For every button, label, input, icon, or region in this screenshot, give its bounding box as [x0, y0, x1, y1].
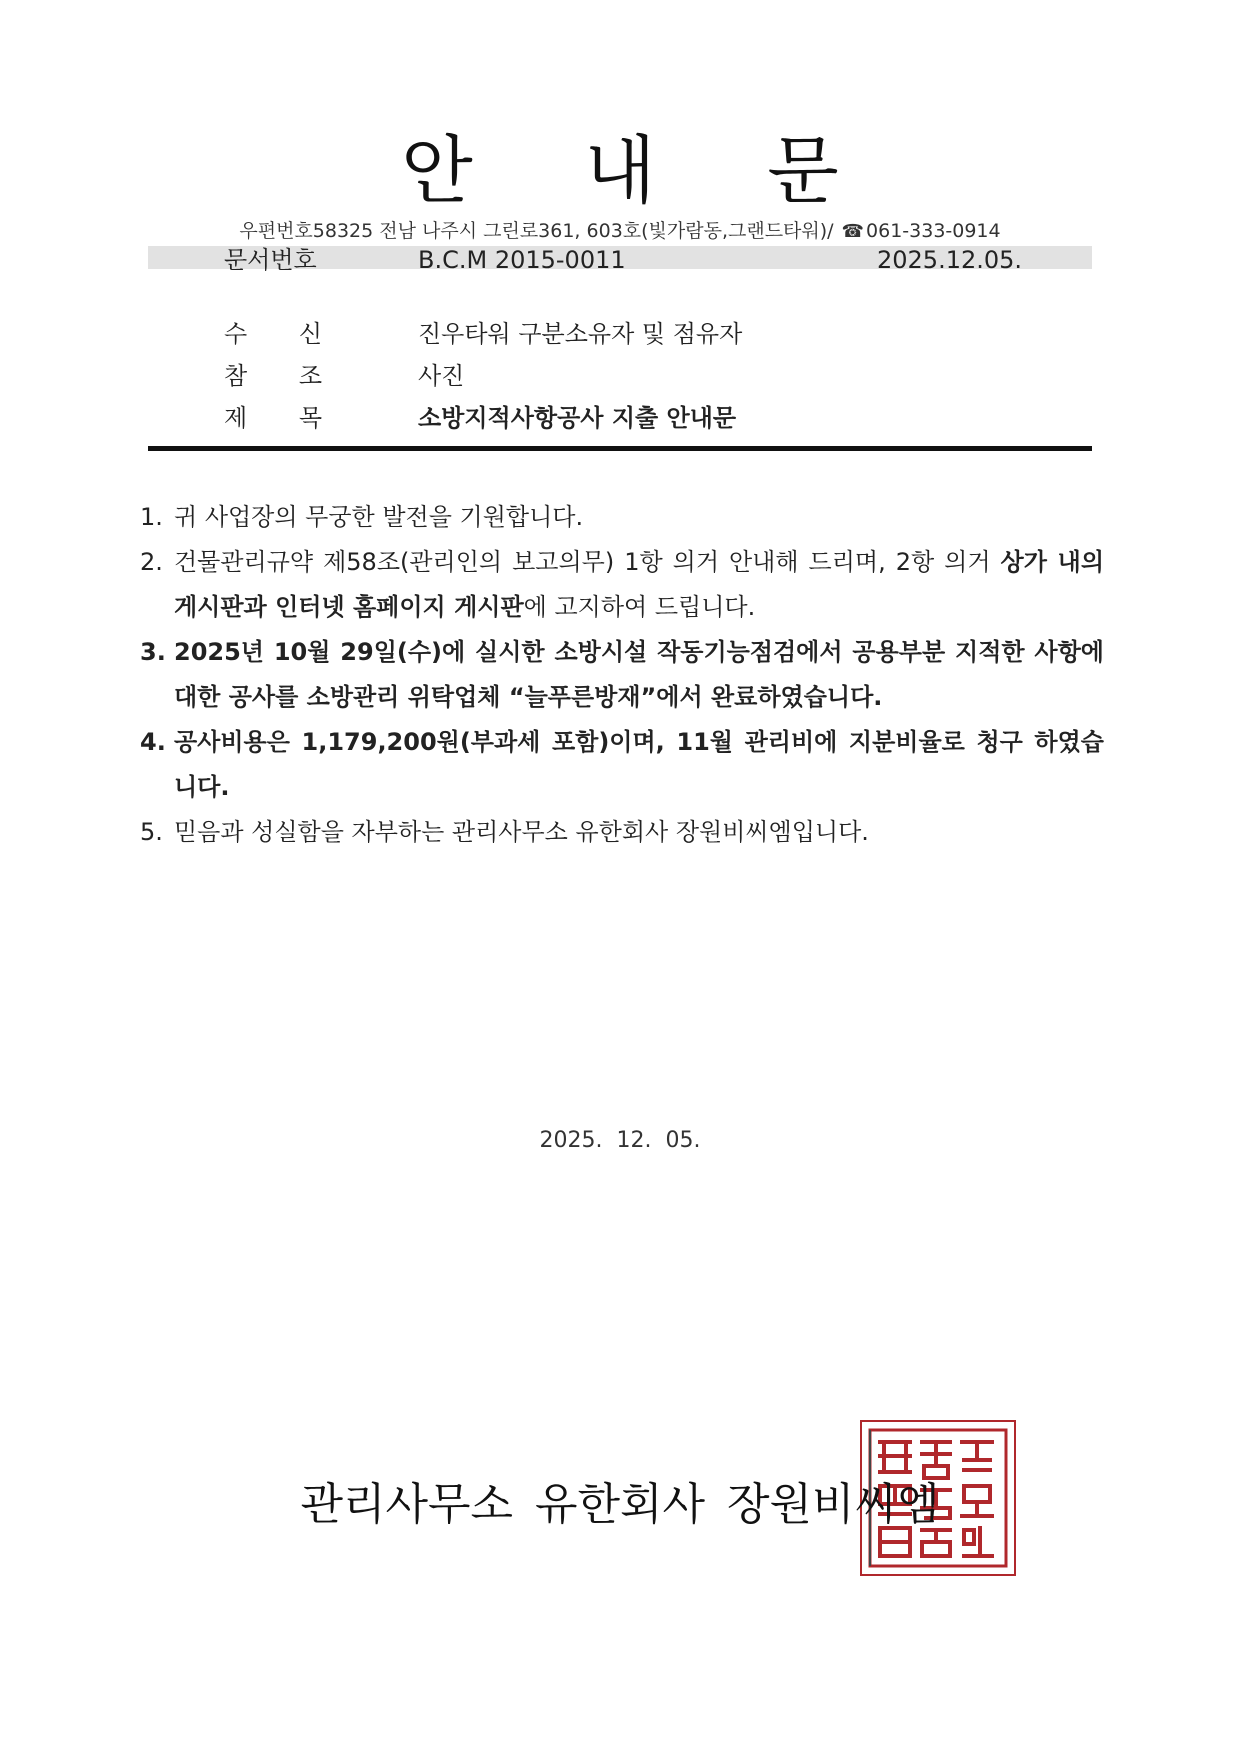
item-text: 귀 사업장의 무궁한 발전을 기원합니다.: [174, 503, 584, 531]
reference-label: [224, 356, 322, 396]
subject-row: [0, 398, 1240, 438]
list-item: [140, 810, 1104, 855]
document-title: 안 내 문: [401, 128, 883, 214]
recipient-label-char-2: 신: [298, 320, 322, 348]
list-item: [140, 495, 1104, 540]
header-bottom-rule: [148, 446, 1092, 451]
reference-label-char-1: 참: [224, 362, 248, 390]
subject-label-char-2: 목: [298, 404, 322, 432]
reference-label-char-2: 조: [298, 362, 322, 390]
item-number: 2.: [140, 548, 163, 576]
subject-label: [224, 398, 322, 438]
reference-row: [0, 356, 1240, 396]
recipient-label-char-1: 수: [224, 320, 248, 348]
item-number: 4.: [140, 728, 166, 756]
sender-phone: 061-333-0914: [866, 220, 1001, 242]
list-item: [140, 720, 1104, 810]
item-text-emphasis: 상가 내의 게시판과 인터넷 홈페이지 게시판: [174, 548, 1105, 621]
sender-address: 우편번호58325 전남 나주시 그린로361, 603호(빛가람동,그랜드타워)/: [239, 220, 834, 242]
item-text: 2025년 10월 29일(수)에 실시한 소방시설 작동기능점검에서 공용부분 지적한 사항에 대한 공사를 소방관리 위탁업체 “늘푸른방재”에서 완료하였습니다.: [174, 638, 1104, 711]
item-number: 1.: [140, 503, 163, 531]
doc-number-label: 문서번호: [224, 246, 317, 274]
sender-address-line: [0, 216, 1240, 243]
notice-body: [140, 495, 1104, 855]
subject: 소방지적사항공사 지출 안내문: [418, 404, 737, 432]
item-text: 공사비용은 1,179,200원(부과세 포함)이며, 11월 관리비에 지분비율로 청구 하였습니다.: [174, 728, 1104, 801]
signature-line: 관리사무소 유한회사 장원비씨엠: [300, 1479, 940, 1530]
item-text: 믿음과 성실함을 자부하는 관리사무소 유한회사 장원비씨엠입니다.: [174, 818, 869, 846]
list-item: [140, 540, 1104, 630]
item-number: 5.: [140, 818, 163, 846]
recipient-label: [224, 314, 322, 354]
doc-date: 2025.12.05.: [877, 246, 1023, 274]
list-item: [140, 630, 1104, 720]
item-number: 3.: [140, 638, 166, 666]
recipient-row: [0, 314, 1240, 354]
doc-number: B.C.M 2015-0011: [418, 246, 626, 274]
recipient: 진우타워 구분소유자 및 점유자: [418, 320, 743, 348]
item-text-plain: 건물관리규약 제58조(관리인의 보고의무) 1항 의거 안내해 드리며, 2항 의거: [174, 548, 1001, 576]
subject-label-char-1: 제: [224, 404, 248, 432]
telephone-icon: ☎: [841, 221, 865, 242]
item-text-plain-end: 에 고지하여 드립니다.: [523, 593, 756, 621]
item-text: [174, 540, 1104, 630]
doc-number-row: [0, 240, 1240, 280]
reference: 사진: [418, 362, 465, 390]
footer-date: 2025. 12. 05.: [539, 1128, 701, 1153]
